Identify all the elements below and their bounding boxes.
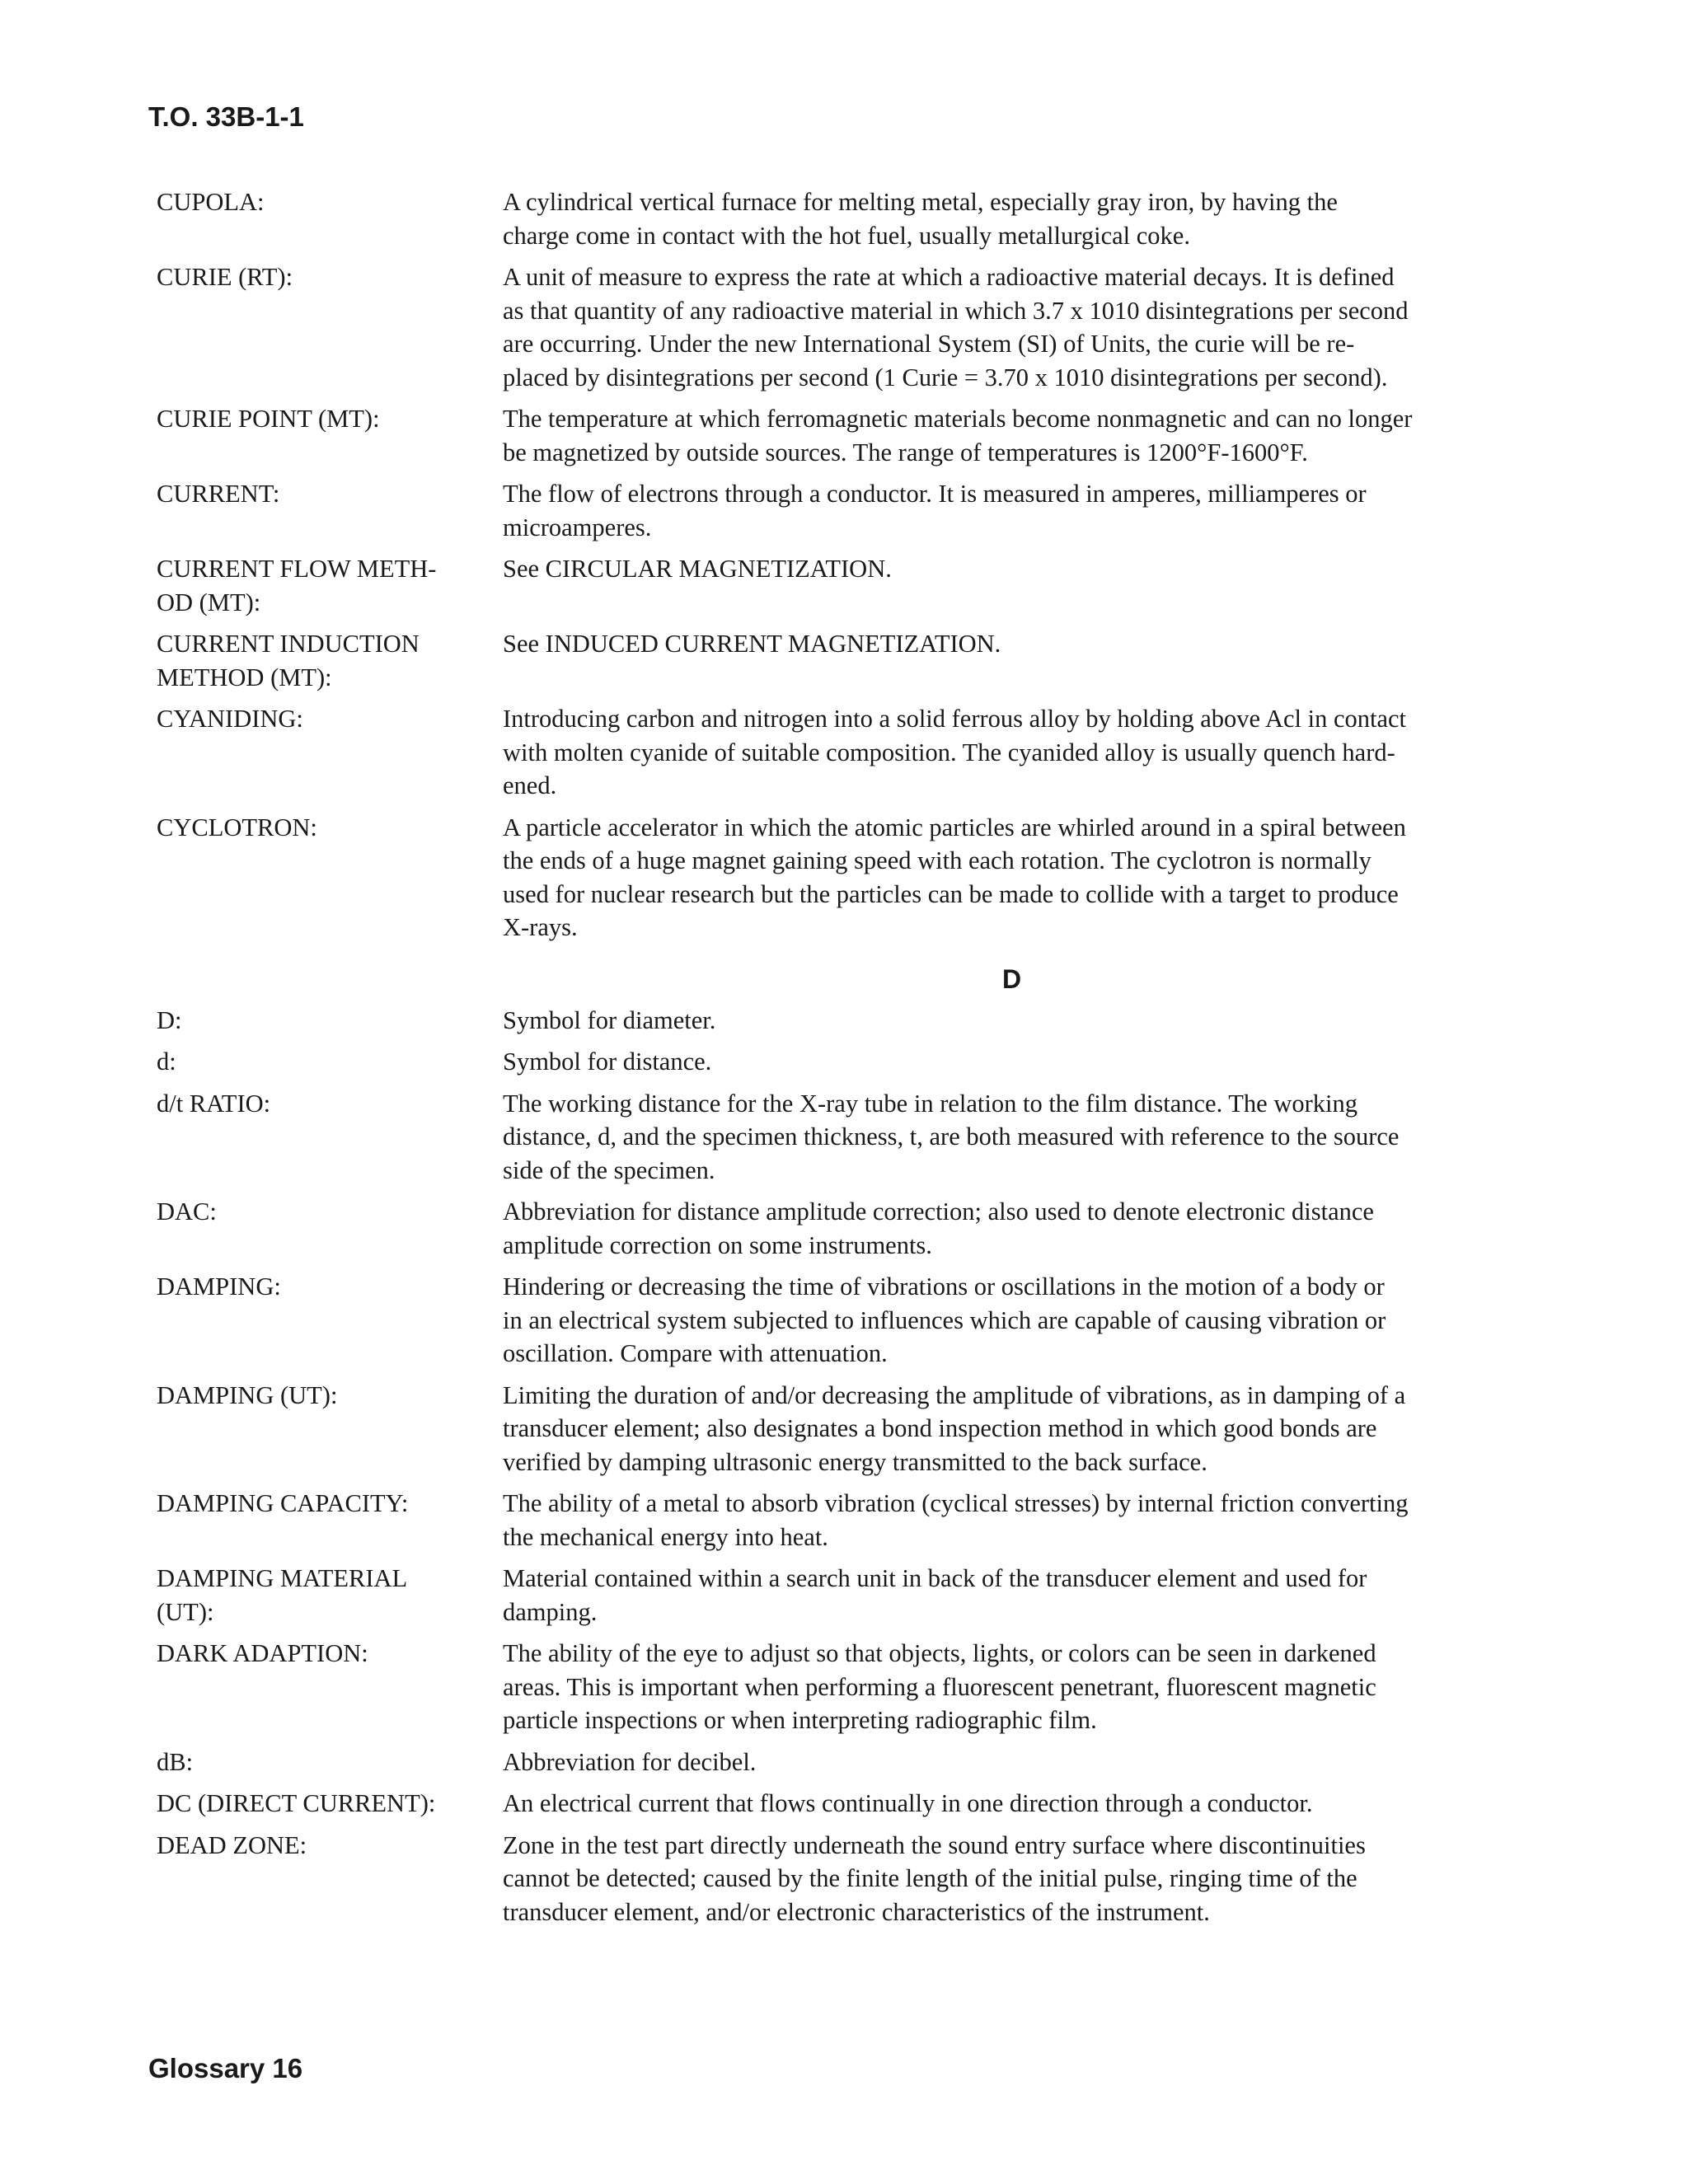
glossary-definition <box>503 1746 1529 1779</box>
definition-line: The ability of a metal to absorb vibration (cyclical stresses) by internal friction converting <box>503 1489 1409 1517</box>
glossary-entry <box>157 1829 1529 1929</box>
definition-line: transducer element, and/or electronic characteristics of the instrument. <box>503 1897 1210 1926</box>
term-line: CURRENT FLOW METH- <box>157 555 437 583</box>
term-line: d: <box>157 1047 176 1076</box>
definition-line: with molten cyanide of suitable composition. The cyanided alloy is usually quench hard- <box>503 738 1395 766</box>
glossary-entry <box>157 1746 1529 1779</box>
definition-line: as that quantity of any radioactive material in which 3.7 x 1010 disintegrations per second <box>503 296 1409 325</box>
glossary-term <box>157 260 503 394</box>
glossary-term <box>157 1045 503 1079</box>
glossary-term <box>157 1746 503 1779</box>
term-line: DAMPING: <box>157 1272 281 1301</box>
definition-line: An electrical current that flows continually in one direction through a conductor. <box>503 1789 1313 1817</box>
definition-line: are occurring. Under the new International System (SI) of Units, the curie will be re- <box>503 330 1355 358</box>
term-line: METHOD (MT): <box>157 663 332 691</box>
glossary-definition <box>503 811 1529 944</box>
glossary-term <box>157 1637 503 1737</box>
glossary-entry <box>157 1004 1529 1038</box>
glossary-entry <box>157 185 1529 252</box>
definition-line: ened. <box>503 771 557 799</box>
definition-line: See CIRCULAR MAGNETIZATION. <box>503 555 892 583</box>
glossary-term <box>157 702 503 803</box>
glossary-definition <box>503 1487 1529 1554</box>
term-line: d/t RATIO: <box>157 1089 271 1118</box>
glossary-definition <box>503 552 1529 619</box>
term-line: CURIE (RT): <box>157 263 293 291</box>
glossary-entry <box>157 1787 1529 1821</box>
glossary-definition <box>503 702 1529 803</box>
definition-line: side of the specimen. <box>503 1155 715 1184</box>
glossary-definition <box>503 627 1529 694</box>
glossary-definition <box>503 477 1529 544</box>
glossary-entry <box>157 1637 1529 1737</box>
glossary-term <box>157 811 503 944</box>
glossary-entry <box>157 811 1529 944</box>
glossary-entry <box>157 627 1529 694</box>
definition-line: The flow of electrons through a conductor. It is measured in amperes, milliamperes or <box>503 480 1367 508</box>
glossary-definition <box>503 260 1529 394</box>
definition-line: Hindering or decreasing the time of vibrations or oscillations in the motion of a body or <box>503 1272 1385 1301</box>
term-line: CYANIDING: <box>157 705 303 733</box>
definition-line: oscillation. Compare with attenuation. <box>503 1339 888 1367</box>
page-number-footer: Glossary 16 <box>148 2053 303 2083</box>
glossary-term <box>157 1087 503 1188</box>
term-line: CURRENT: <box>157 480 280 508</box>
glossary-term <box>157 402 503 469</box>
glossary-entry <box>157 260 1529 394</box>
definition-line: microamperes. <box>503 513 652 541</box>
term-line: CUPOLA: <box>157 188 265 216</box>
glossary-term <box>157 1195 503 1262</box>
definition-line: particle inspections or when interpreting radiographic film. <box>503 1706 1097 1734</box>
glossary-entry <box>157 1487 1529 1554</box>
definition-line: Material contained within a search unit in back of the transducer element and used for <box>503 1564 1367 1592</box>
glossary-term <box>157 552 503 619</box>
glossary-list <box>157 185 1529 1937</box>
glossary-definition <box>503 1045 1529 1079</box>
definition-line: placed by disintegrations per second (1 Curie = 3.70 x 1010 disintegrations per second). <box>503 363 1388 391</box>
definition-line: Symbol for diameter. <box>503 1005 716 1034</box>
definition-line: The working distance for the X-ray tube in relation to the film distance. The working <box>503 1089 1357 1118</box>
glossary-section-c <box>157 185 1529 944</box>
definition-line: the mechanical energy into heat. <box>503 1522 828 1551</box>
definition-line: charge come in contact with the hot fuel, usually metallurgical coke. <box>503 221 1190 250</box>
definition-line: Introducing carbon and nitrogen into a solid ferrous alloy by holding above Acl in contact <box>503 705 1407 733</box>
definition-line: damping. <box>503 1597 598 1626</box>
glossary-entry <box>157 1195 1529 1262</box>
term-line: CYCLOTRON: <box>157 813 317 841</box>
glossary-entry <box>157 552 1529 619</box>
definition-line: be magnetized by outside sources. The range of temperatures is 1200°F-1600°F. <box>503 438 1308 466</box>
term-line: DEAD ZONE: <box>157 1830 307 1859</box>
term-line: D: <box>157 1005 182 1034</box>
term-line: DC (DIRECT CURRENT): <box>157 1789 436 1817</box>
glossary-entry <box>157 1045 1529 1079</box>
glossary-entry <box>157 402 1529 469</box>
definition-line: A unit of measure to express the rate at which a radioactive material decays. It is defined <box>503 263 1395 291</box>
term-line: CURRENT INDUCTION <box>157 630 420 658</box>
definition-line: the ends of a huge magnet gaining speed with each rotation. The cyclotron is normally <box>503 846 1372 874</box>
term-line: OD (MT): <box>157 588 261 616</box>
glossary-term <box>157 477 503 544</box>
glossary-definition <box>503 1270 1529 1371</box>
glossary-definition <box>503 402 1529 469</box>
term-line: DARK ADAPTION: <box>157 1639 368 1667</box>
glossary-definition <box>503 1379 1529 1479</box>
glossary-entry <box>157 1562 1529 1629</box>
glossary-section-d <box>157 1004 1529 1929</box>
definition-line: Zone in the test part directly underneath the sound entry surface where discontinuities <box>503 1830 1366 1859</box>
definition-line: The ability of the eye to adjust so that objects, lights, or colors can be seen in darkened <box>503 1639 1376 1667</box>
glossary-definition <box>503 1004 1529 1038</box>
glossary-term <box>157 1787 503 1821</box>
definition-line: Symbol for distance. <box>503 1047 712 1076</box>
glossary-definition <box>503 1637 1529 1737</box>
glossary-term <box>157 1487 503 1554</box>
definition-line: cannot be detected; caused by the finite length of the initial pulse, ringing time of the <box>503 1864 1357 1892</box>
definition-line: verified by damping ultrasonic energy transmitted to the back surface. <box>503 1447 1207 1476</box>
term-line: DAMPING CAPACITY: <box>157 1489 409 1517</box>
glossary-definition <box>503 1787 1529 1821</box>
definition-line: distance, d, and the specimen thickness, t, are both measured with reference to the source <box>503 1122 1400 1151</box>
term-line: DAMPING MATERIAL <box>157 1564 408 1592</box>
definition-line: A cylindrical vertical furnace for melting metal, especially gray iron, by having the <box>503 188 1338 216</box>
definition-line: areas. This is important when performing a fluorescent penetrant, fluorescent magnetic <box>503 1672 1376 1701</box>
definition-line: transducer element; also designates a bond inspection method in which good bonds are <box>503 1414 1377 1442</box>
definition-line: X-rays. <box>503 913 578 941</box>
glossary-term <box>157 1379 503 1479</box>
definition-line: Abbreviation for distance amplitude correction; also used to denote electronic distance <box>503 1197 1374 1226</box>
term-line: DAC: <box>157 1197 217 1226</box>
glossary-entry <box>157 477 1529 544</box>
definition-line: Abbreviation for decibel. <box>503 1747 757 1776</box>
glossary-definition <box>503 1562 1529 1629</box>
glossary-term <box>157 627 503 694</box>
definition-line: See INDUCED CURRENT MAGNETIZATION. <box>503 630 1001 658</box>
term-line: DAMPING (UT): <box>157 1380 338 1409</box>
document-number-header: T.O. 33B-1-1 <box>148 101 304 132</box>
glossary-entry <box>157 702 1529 803</box>
term-line: CURIE POINT (MT): <box>157 405 380 433</box>
glossary-definition <box>503 1829 1529 1929</box>
glossary-term <box>157 1004 503 1038</box>
glossary-entry <box>157 1270 1529 1371</box>
glossary-term <box>157 1829 503 1929</box>
definition-line: The temperature at which ferromagnetic materials become nonmagnetic and can no longer <box>503 405 1413 433</box>
glossary-entry <box>157 1379 1529 1479</box>
term-line: (UT): <box>157 1597 214 1626</box>
term-line: dB: <box>157 1747 194 1776</box>
glossary-definition <box>503 1195 1529 1262</box>
glossary-entry <box>157 1087 1529 1188</box>
definition-line: A particle accelerator in which the atomic particles are whirled around in a spiral between <box>503 813 1406 841</box>
glossary-term <box>157 185 503 252</box>
section-letter-heading: D <box>1001 963 1022 994</box>
glossary-term <box>157 1562 503 1629</box>
definition-line: used for nuclear research but the particles can be made to collide with a target to produce <box>503 879 1399 908</box>
glossary-definition <box>503 185 1529 252</box>
definition-line: amplitude correction on some instruments. <box>503 1230 932 1259</box>
definition-line: Limiting the duration of and/or decreasing the amplitude of vibrations, as in damping of a <box>503 1380 1406 1409</box>
definition-line: in an electrical system subjected to influences which are capable of causing vibration or <box>503 1305 1386 1334</box>
glossary-definition <box>503 1087 1529 1188</box>
glossary-term <box>157 1270 503 1371</box>
